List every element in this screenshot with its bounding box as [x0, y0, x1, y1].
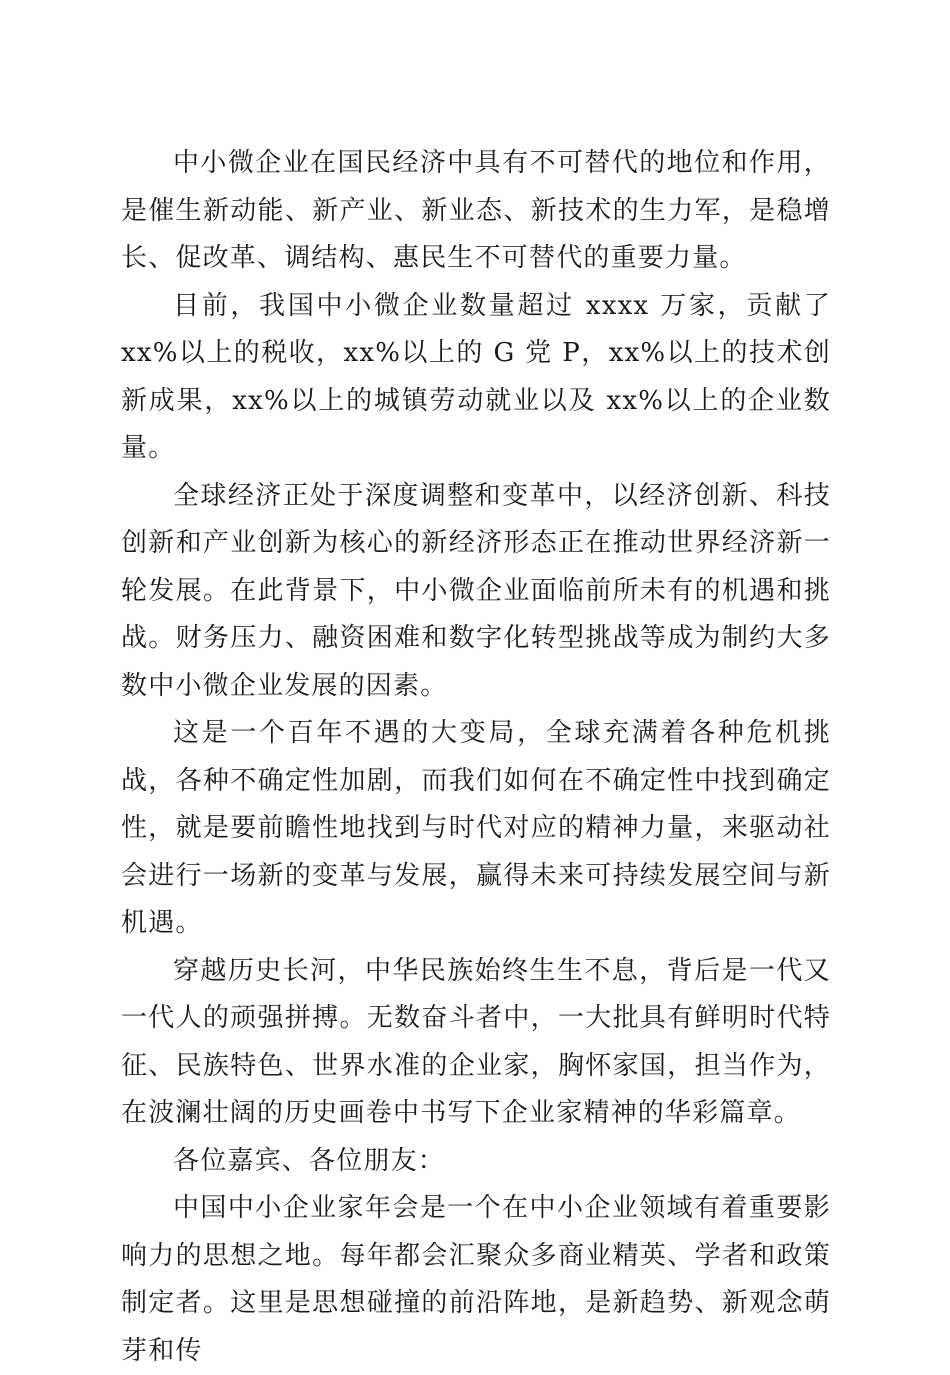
paragraph-entrepreneur-spirit: 穿越历史长河，中华民族始终生生不息，背后是一代又一代人的顽强拼搏。无数奋斗者中，一大批具有鲜明时代特征、民族特色、世界水准的企业家，胸怀家国，担当作为，在波澜壮阔的历史画卷中书写下企业家精神的华彩篇章。: [121, 955, 831, 1128]
paragraph-greeting: 各位嘉宾、各位朋友：: [173, 1145, 446, 1176]
paragraph-sme-statistics: 目前，我国中小微企业数量超过 xxxx 万家，贡献了 xx%以上的税收，xx%以上的 G 党 P，xx%以上的技术创新成果，xx%以上的城镇劳动就业以及 xx%以上的企业数量。: [121, 290, 831, 463]
document-body: [121, 140, 831, 1375]
paragraph-annual-meeting: 中国中小企业家年会是一个在中小企业领域有着重要影响力的思想之地。每年都会汇聚众多商业精英、学者和政策制定者。这里是思想碰撞的前沿阵地，是新趋势、新观念萌芽和传: [121, 1193, 831, 1366]
paragraph-great-change: 这是一个百年不遇的大变局，全球充满着各种危机挑战，各种不确定性加剧，而我们如何在不确定性中找到确定性，就是要前瞻性地找到与时代对应的精神力量，来驱动社会进行一场新的变革与发展，赢得未来可持续发展空间与新机遇。: [121, 718, 831, 938]
paragraph-sme-role: 中小微企业在国民经济中具有不可替代的地位和作用，是催生新动能、新产业、新业态、新技术的生力军，是稳增长、促改革、调结构、惠民生不可替代的重要力量。: [121, 148, 831, 273]
paragraph-global-economy: 全球经济正处于深度调整和变革中，以经济创新、科技创新和产业创新为核心的新经济形态正在推动世界经济新一轮发展。在此背景下，中小微企业面临前所未有的机遇和挑战。财务压力、融资困难和数字化转型挑战等成为制约大多数中小微企业发展的因素。: [121, 480, 831, 701]
